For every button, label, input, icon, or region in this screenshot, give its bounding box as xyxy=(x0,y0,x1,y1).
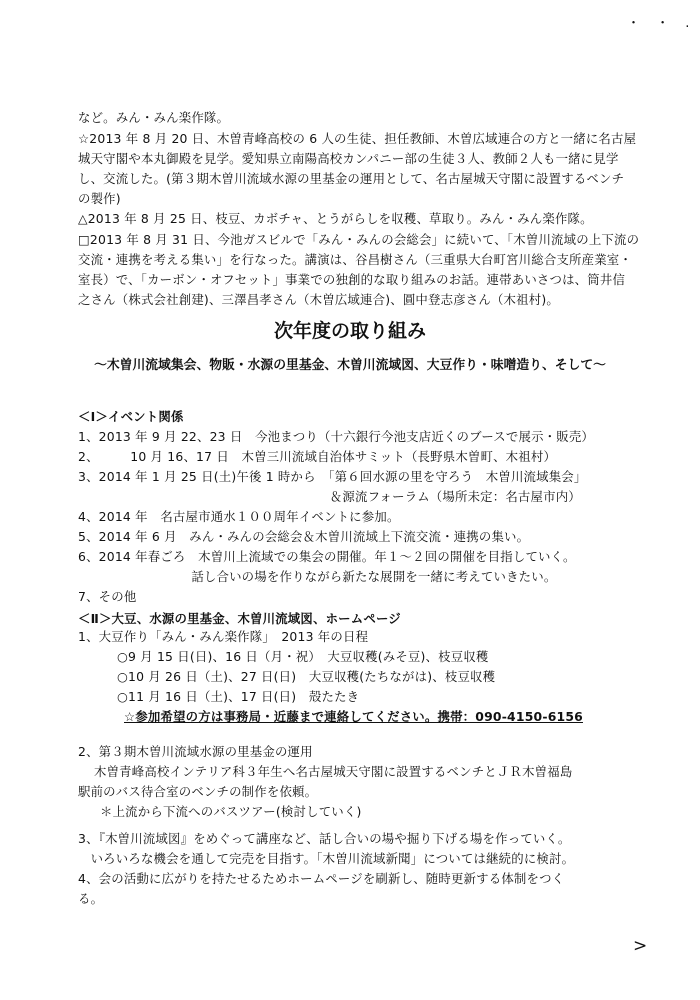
list-item: 6、2014 年春ごろ 木曽川上流域での集会の開催。年１～２回の開催を目指していく。 xyxy=(78,549,576,564)
text-line: ＊上流から下流へのバスツアー(検討していく) xyxy=(100,804,362,819)
text-line: る。 xyxy=(78,891,104,906)
list-item: 2、第３期木曽川流域水源の里基金の運用 xyxy=(78,744,313,759)
page-subtitle: 〜木曽川流域集会、物販・水源の里基金、木曽川流域図、大豆作り・味噌造り、そして〜 xyxy=(94,358,606,373)
text-line: ☆2013 年 8 月 20 日、木曽青峰高校の 6 人の生徒、担任教師、木曽広域連合の方と一緒に名古屋 xyxy=(78,131,637,146)
text-line: 交流・連携を考える集い」を行なった。講演は、谷昌樹さん（三重県大台町宮川総合支所産業室・ xyxy=(78,252,632,267)
text-line: いろいろな機会を通して完売を目指す。「木曽川流域新聞」については継続的に検討。 xyxy=(78,851,575,866)
corner-marks: ・ ・ . xyxy=(627,16,696,31)
text-line: △2013 年 8 月 25 日、枝豆、カボチャ、とうがらしを収穫、草取り。みん・みん楽作隊。 xyxy=(78,211,593,226)
list-item: 4、2014 年 名古屋市通水１００周年イベントに参加。 xyxy=(78,509,400,524)
next-page-arrow: > xyxy=(633,936,648,956)
schedule-item: ○10 月 26 日（土)、27 日(日) 大豆収穫(たちながは)、枝豆収穫 xyxy=(117,669,496,684)
text-line: 城天守閣や本丸御殿を見学。愛知県立南陽高校カンパニー部の生徒３人、教師２人も一緒に見学 xyxy=(78,151,619,166)
text-line: 木曽青峰高校インテリア科３年生へ名古屋城天守閣に設置するベンチとＪＲ木曽福島 xyxy=(94,764,573,779)
list-item: 話し合いの場を作りながら新たな展開を一緒に考えていきたい。 xyxy=(78,569,557,584)
schedule-item: ○9 月 15 日(日)、16 日（月・祝） 大豆収穫(みそ豆)、枝豆収穫 xyxy=(117,649,489,664)
list-item: 1、2013 年 9 月 22、23 日 今池まつり（十六銀行今池支店近くのブースで展示・販売） xyxy=(78,429,595,444)
list-item: 5、2014 年 6 月 みん・みんの会総会＆木曽川流域上下流交流・連携の集い。 xyxy=(78,529,530,544)
list-item: 4、会の活動に広がりを持たせるためホームページを刷新し、随時更新する体制をつく xyxy=(78,871,565,886)
list-item: 3、2014 年 1 月 25 日(土)午後 1 時から 「第６回水源の里を守ろう 木曽川流域集会」 xyxy=(78,469,587,484)
text-line: 室長）で、「カーボン・オフセット」事業での独創的な取り組みのお話。連帯あいさつは、筒井信 xyxy=(78,272,626,287)
list-item: 2、 10 月 16、17 日 木曽三川流域自治体サミット（長野県木曽町、木祖村） xyxy=(78,449,557,464)
contact-note: ☆参加希望の方は事務局・近藤まで連絡してください。携帯：090-4150-6156 xyxy=(124,709,583,724)
text-line: の製作) xyxy=(78,191,121,206)
section-heading: ＜Ⅱ＞大豆、水源の里基金、木曽川流域図、ホームページ xyxy=(78,611,401,626)
text-line: □2013 年 8 月 31 日、今池ガスビルで「みん・みんの会総会」に続いて、「木曽川流域の上下流の xyxy=(78,232,640,247)
schedule-item: ○11 月 16 日（土)、17 日(日) 殻たたき xyxy=(117,689,360,704)
list-item: 3、『木曽川流域図』をめぐって講座など、話し合いの場や掘り下げる場を作っていく。 xyxy=(78,831,571,846)
text-line: など。みん・みん楽作隊。 xyxy=(78,110,230,125)
list-item: ＆源流フォーラム（場所未定：名古屋市内） xyxy=(78,489,581,504)
list-item: 7、その他 xyxy=(78,589,137,604)
text-line: 之さん（株式会社創建)、三澤昌孝さん（木曽広域連合)、圓中登志彦さん（木祖村)。 xyxy=(78,292,559,307)
page-title: 次年度の取り組み xyxy=(273,320,426,342)
text-line: 駅前のバス待合室のベンチの制作を依頼。 xyxy=(78,784,318,799)
list-item: 1、大豆作り「みん・みん楽作隊」 2013 年の日程 xyxy=(78,629,369,644)
section-heading: ＜Ⅰ＞イベント関係 xyxy=(78,409,184,424)
text-line: し、交流した。(第３期木曽川流域水源の里基金の運用として、名古屋城天守閣に設置するベンチ xyxy=(78,171,625,186)
